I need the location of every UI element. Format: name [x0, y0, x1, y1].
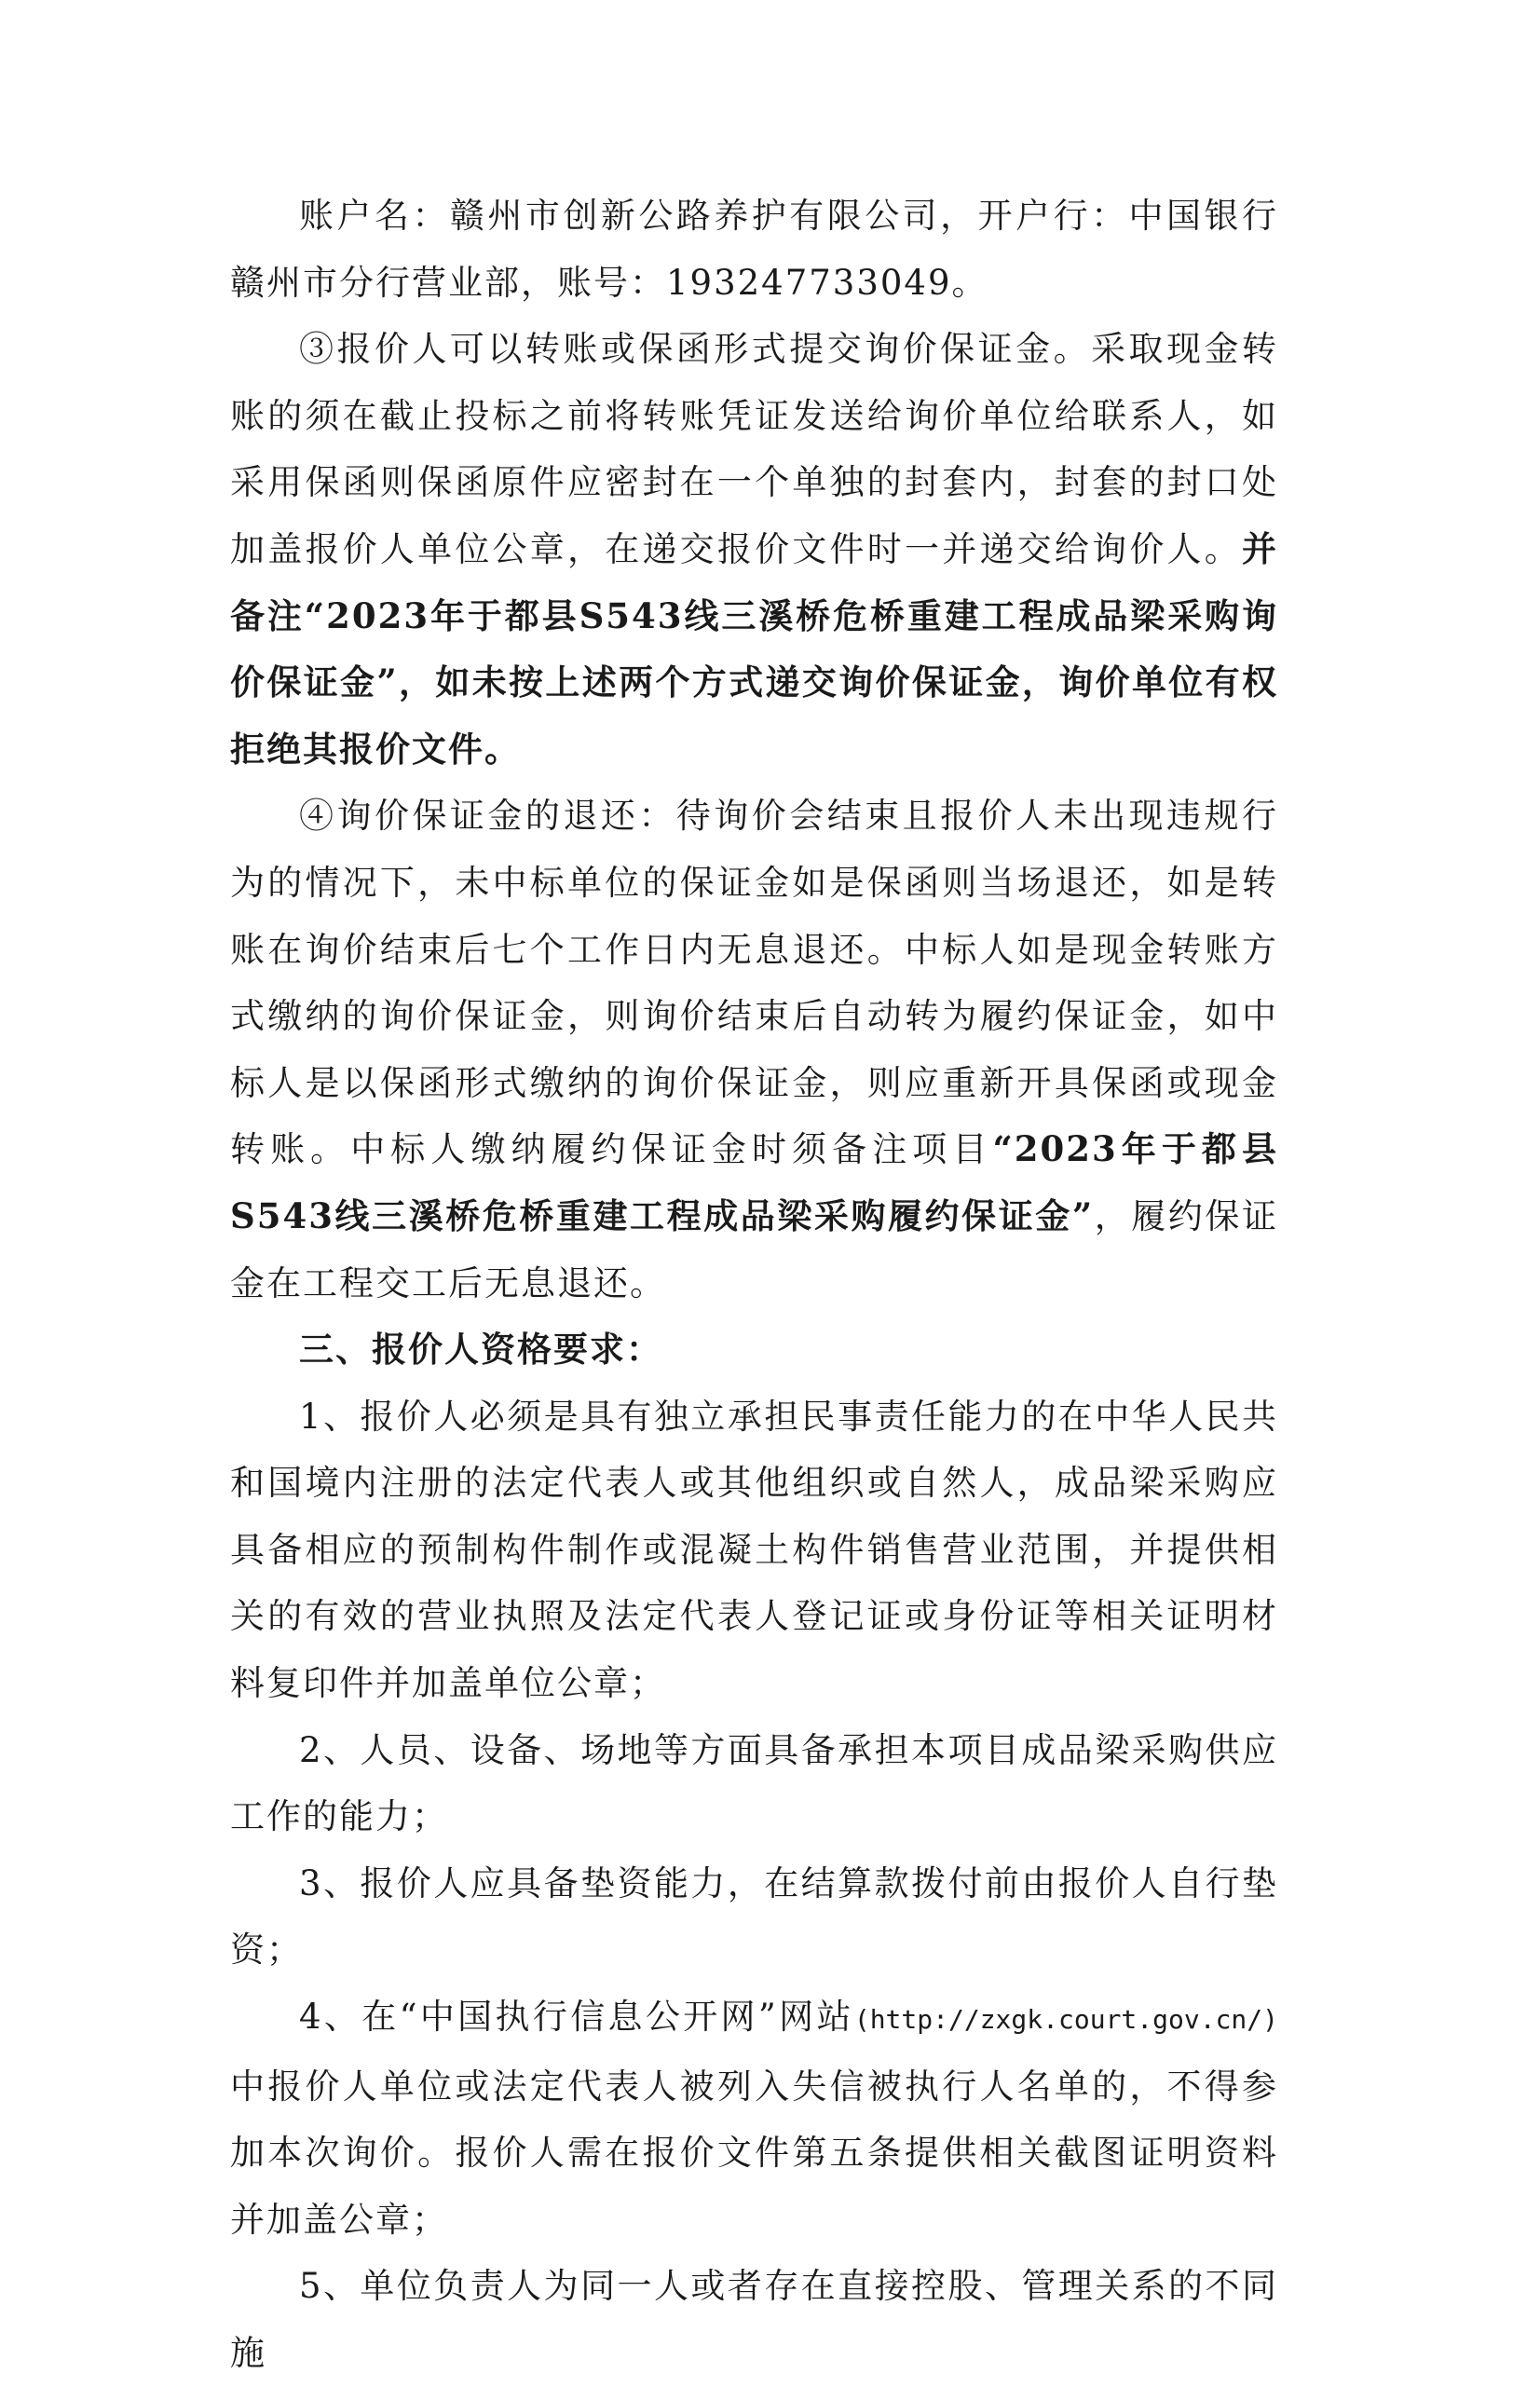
document-body: [230, 183, 1278, 2387]
item4-text: ④询价保证金的退还：待询价会结束且报价人未出现违规行为的情况下，未中标单位的保证金如是保函则当场退还，如是转账在询价结束后七个工作日内无息退还。中标人如是现金转账方式缴纳的询价保证金，则询价结束后自动转为履约保证金，如中标人是以保函形式缴纳的询价保证金，则应重新开具保函或现金转账。中标人缴纳履约保证金时须备注项目: [230, 796, 1278, 1170]
requirement-4: [230, 1984, 1278, 2253]
item4-bold-note: “2023年于都县S543线三溪桥危桥重建工程成品梁采购履约保证金”: [230, 1128, 1278, 1236]
requirement-2: 2、人员、设备、场地等方面具备承担本项目成品梁采购供应工作的能力；: [230, 1729, 1278, 1837]
requirement-4-pre: 4、在“中国执行信息公开网”网站: [299, 1997, 854, 2038]
account-text: 账户名：赣州市创新公路养护有限公司，开户行：中国银行赣州市分行营业部，账号：193247733049。: [230, 196, 1278, 303]
requirement-4-post: 中报价人单位或法定代表人被列入失信被执行人名单的，不得参加本次询价。报价人需在报价文件第五条提供相关截图证明资料并加盖公章；: [230, 2066, 1278, 2240]
requirement-3: 3、报价人应具备垫资能力，在结算款拨付前由报价人自行垫资；: [230, 1862, 1278, 1971]
item3-paragraph: [230, 316, 1278, 783]
requirement-1: 1、报价人必须是具有独立承担民事责任能力的在中华人民共和国境内注册的法定代表人或其他组织或自然人，成品梁采购应具备相应的预制构件制作或混凝土构件销售营业范围，并提供相关的有效的营业执照及法定代表人登记证或身份证等相关证明材料复印件并加盖单位公章；: [230, 1396, 1278, 1704]
item4-paragraph: [230, 783, 1278, 1316]
item3-text: ③报价人可以转账或保函形式提交询价保证金。采取现金转账的须在截止投标之前将转账凭证发送给询价单位给联系人，如采用保函则保函原件应密封在一个单独的封套内，封套的封口处加盖报价人单位公章，在递交报价文件时一并递交给询价人。: [230, 329, 1278, 569]
court-url: (http://zxgk.court.gov.cn/): [853, 2004, 1278, 2036]
item3-bold-note: 并备注“2023年于都县S543线三溪桥危桥重建工程成品梁采购询价保证金”，如未按上述两个方式递交询价保证金，询价单位有权拒绝其报价文件。: [230, 527, 1278, 770]
item4-tail-text: ，履约保证金在工程交工后无息退还。: [230, 1195, 1278, 1303]
section3-heading: 三、报价人资格要求：: [299, 1329, 662, 1371]
requirement-5: 5、单位负责人为同一人或者存在直接控股、管理关系的不同施: [230, 2266, 1278, 2373]
account-paragraph: [230, 183, 1278, 316]
